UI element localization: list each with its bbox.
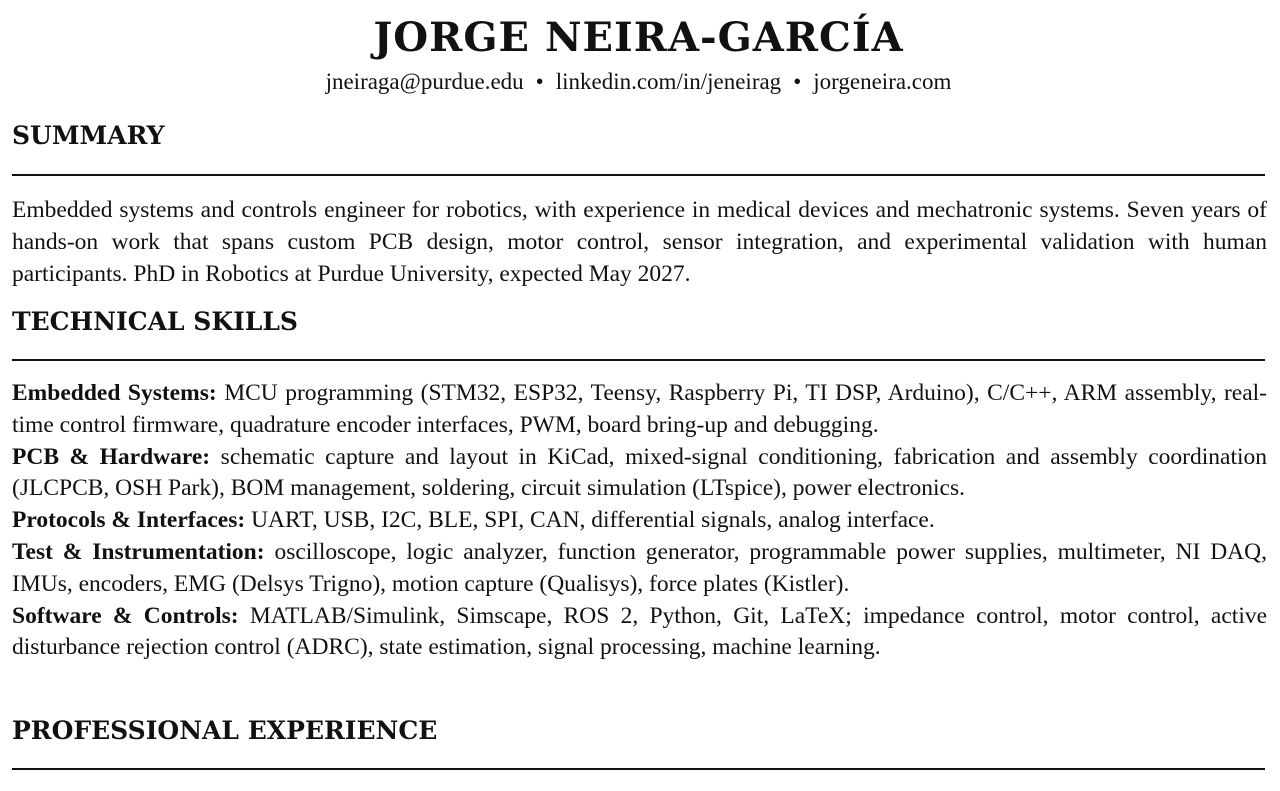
skill-row-embedded-systems — [12, 378, 1267, 442]
linkedin-link[interactable]: linkedin.com/in/jeneirag — [555, 69, 782, 94]
skill-text: MATLAB/Simulink, Simscape, ROS 2, Python, Git, LaTeX; impedance control, motor control, active disturbance rejection control (ADRC), state estimation, signal processing, machine learning. — [12, 602, 1268, 661]
skill-row-software-controls — [12, 601, 1267, 665]
section-divider — [12, 768, 1265, 770]
bullet-separator: • — [535, 69, 544, 94]
summary-heading: SUMMARY — [12, 121, 165, 150]
professional-experience-heading: PROFESSIONAL EXPERIENCE — [12, 716, 438, 745]
technical-skills-heading: TECHNICAL SKILLS — [12, 307, 298, 336]
contact-line — [12, 67, 1265, 97]
skill-label: PCB & Hardware: — [12, 443, 211, 470]
skill-row-test-instrumentation — [12, 537, 1267, 601]
email-link[interactable]: jneiraga@purdue.edu — [325, 69, 524, 94]
skill-text: schematic capture and layout in KiCad, mixed-signal conditioning, fabrication and assembly coordination (JLCPCB, OSH Park), BOM management, soldering, circuit simulation (LTspice), power electronics. — [12, 443, 1268, 502]
summary-text: Embedded systems and controls engineer for robotics, with experience in medical devices and mechatronic systems. Seven years of hands-on work that spans custom PCB design, motor control, sensor integration, and experimental validation with human participants. PhD in Robotics at Purdue University, expected May 2027. — [12, 197, 1267, 287]
skill-label: Test & Instrumentation: — [12, 538, 265, 565]
skill-row-pcb-hardware — [12, 442, 1267, 506]
website-link[interactable]: jorgeneira.com — [813, 69, 952, 94]
bullet-separator: • — [793, 69, 802, 94]
skill-text: MCU programming (STM32, ESP32, Teensy, Raspberry Pi, TI DSP, Arduino), C/C++, ARM assembly, real-time control firmware, quadrature encoder interfaces, PWM, board bring-up and debugging. — [12, 380, 1267, 438]
skill-row-protocols — [12, 505, 1267, 537]
skill-label: Software & Controls: — [12, 602, 239, 629]
skill-text: UART, USB, I2C, BLE, SPI, CAN, differential signals, analog interface. — [251, 507, 935, 534]
candidate-name: JORGE NEIRA-GARCÍA — [373, 14, 904, 61]
section-divider — [12, 359, 1265, 361]
section-divider — [12, 174, 1265, 176]
skill-text: oscilloscope, logic analyzer, function generator, programmable power supplies, multimeter, NI DAQ, IMUs, encoders, EMG (Delsys Trigno), motion capture (Qualisys), force plates (Kistler). — [12, 538, 1267, 597]
skills-list — [12, 378, 1267, 664]
skill-label: Protocols & Interfaces: — [12, 507, 246, 534]
skill-label: Embedded Systems: — [12, 380, 217, 406]
